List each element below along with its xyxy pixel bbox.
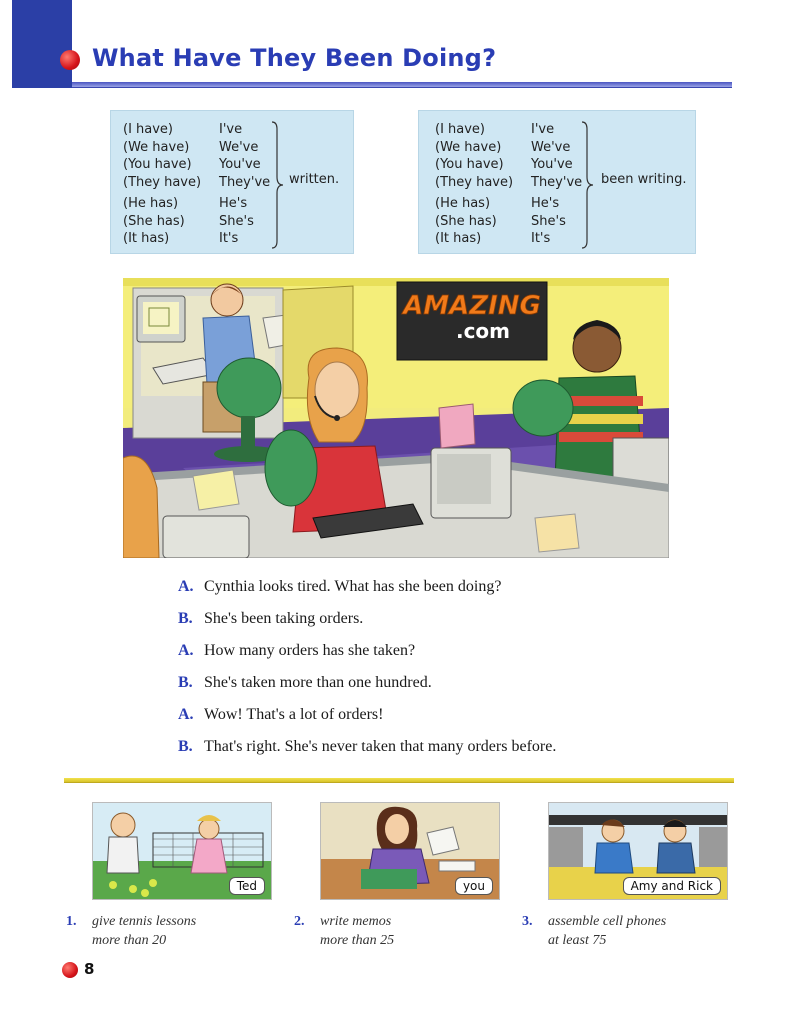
contraction: We've xyxy=(531,139,571,155)
contraction: She's xyxy=(219,213,254,229)
subject: (They have) xyxy=(435,174,514,190)
exercise-number: 3. xyxy=(522,914,533,929)
subject: (We have) xyxy=(123,139,190,155)
dialogue-text: Wow! That's a lot of orders! xyxy=(204,706,384,723)
header-blue-block xyxy=(12,0,72,88)
exercise-2-illustration xyxy=(320,802,500,900)
exercise-3-illustration xyxy=(548,802,728,900)
speaker-label: A. xyxy=(178,578,194,595)
dialogue-line xyxy=(178,578,556,610)
brace-icon xyxy=(581,121,595,249)
subject: (He has) xyxy=(123,196,179,211)
speaker-label: B. xyxy=(178,738,193,755)
exercise-number: 1. xyxy=(66,914,77,929)
title-rule xyxy=(72,82,732,88)
contraction: She's xyxy=(531,213,566,229)
contraction: I've xyxy=(219,122,243,137)
exercise-label: you xyxy=(455,877,493,895)
exercise-line: give tennis lessons xyxy=(92,914,197,929)
subject: (He has) xyxy=(435,196,491,211)
contraction: They've xyxy=(531,174,583,190)
exercise-line: more than 25 xyxy=(320,933,395,948)
dialogue-line xyxy=(178,738,556,770)
dialogue-line xyxy=(178,674,556,706)
exercise-2 xyxy=(294,912,394,950)
exercise-3 xyxy=(522,912,666,950)
contractions-column xyxy=(219,121,270,248)
exercise-1-illustration xyxy=(92,802,272,900)
sign-text-amazing: AMAZING xyxy=(403,291,541,321)
dialogue-line xyxy=(178,706,556,738)
grammar-box-present-perfect-continuous xyxy=(418,110,696,254)
grammar-result: written. xyxy=(289,172,340,187)
call-center-illustration xyxy=(123,278,669,558)
page-title: What Have They Been Doing? xyxy=(92,44,497,72)
contraction: I've xyxy=(531,122,555,137)
brace-icon xyxy=(271,121,285,249)
dialogue-text: That's right. She's never taken that many orders before. xyxy=(204,738,557,755)
exercise-label: Amy and Rick xyxy=(623,877,721,895)
contraction: They've xyxy=(219,174,271,190)
subjects-column xyxy=(435,121,513,248)
subject: (You have) xyxy=(123,157,192,172)
subject: (It has) xyxy=(123,231,170,246)
sign-text-com: .com xyxy=(455,319,511,343)
subject: (It has) xyxy=(435,231,482,246)
exercise-line: more than 20 xyxy=(92,933,167,948)
speaker-label: A. xyxy=(178,642,194,659)
dialogue-text: How many orders has she taken? xyxy=(204,642,416,659)
contraction: It's xyxy=(531,231,551,246)
contraction: He's xyxy=(219,196,248,211)
dialogue-text: Cynthia looks tired. What has she been doing? xyxy=(204,578,502,595)
dialogue-line xyxy=(178,642,556,674)
subject: (She has) xyxy=(435,213,497,229)
exercise-line: assemble cell phones xyxy=(548,914,667,929)
exercise-1 xyxy=(66,912,196,950)
grammar-box-present-perfect xyxy=(110,110,354,254)
speaker-label: A. xyxy=(178,706,194,723)
subject: (She has) xyxy=(123,213,185,229)
bullet-icon xyxy=(60,50,80,70)
contraction: You've xyxy=(219,157,261,172)
subjects-column xyxy=(123,121,201,248)
contractions-column xyxy=(531,121,582,248)
exercise-label: Ted xyxy=(229,877,265,895)
subject: (We have) xyxy=(435,139,502,155)
contraction: It's xyxy=(219,231,239,246)
contraction: He's xyxy=(531,196,560,211)
page-number: 8 xyxy=(84,960,95,978)
subject: (I have) xyxy=(435,122,486,137)
dialogue-line xyxy=(178,610,556,642)
dialogue xyxy=(178,578,556,770)
subject: (I have) xyxy=(123,122,174,137)
contraction: We've xyxy=(219,139,259,155)
page-bullet-icon xyxy=(62,962,78,978)
section-divider xyxy=(64,778,734,783)
dialogue-text: She's been taking orders. xyxy=(204,610,364,627)
dialogue-text: She's taken more than one hundred. xyxy=(204,674,432,691)
subject: (They have) xyxy=(123,174,202,190)
exercise-number: 2. xyxy=(294,914,305,929)
exercise-line: write memos xyxy=(320,914,392,929)
subject: (You have) xyxy=(435,157,504,172)
contraction: You've xyxy=(531,157,573,172)
grammar-result: been writing. xyxy=(601,172,687,187)
speaker-label: B. xyxy=(178,674,193,691)
speaker-label: B. xyxy=(178,610,193,627)
exercise-line: at least 75 xyxy=(548,933,607,948)
